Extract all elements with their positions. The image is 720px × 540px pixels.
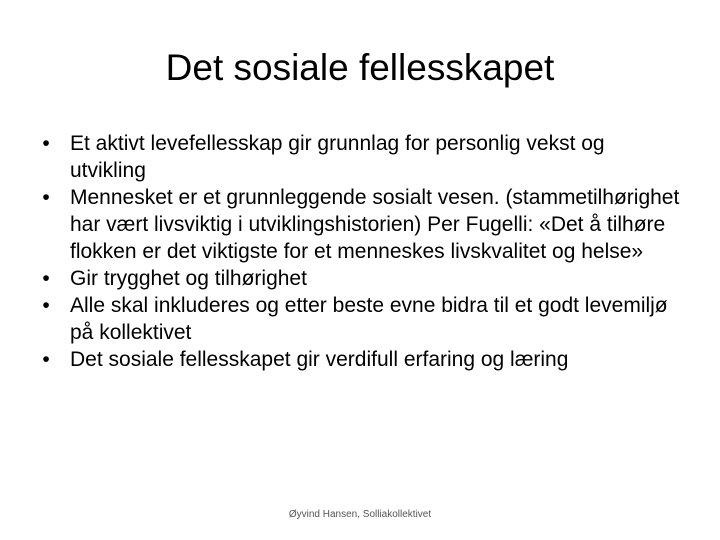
bullet-dot-icon: •: [42, 186, 50, 209]
bullet-dot-icon: •: [42, 267, 50, 290]
slide-title: Det sosiale fellesskapet: [165, 47, 555, 88]
bullet-item-3: [36, 265, 686, 292]
bullet-item-2: [36, 184, 686, 265]
bullet-list: [36, 130, 686, 373]
bullet-item-1: [36, 130, 686, 184]
bullet-item-5: [36, 346, 686, 373]
bullet-text: Alle skal inkluderes og etter beste evne bidra til et godt levemiljø på kollektivet: [70, 294, 668, 344]
bullet-dot-icon: •: [42, 294, 50, 317]
bullet-dot-icon: •: [42, 132, 50, 155]
slide-footer: Øyvind Hansen, Solliakollektivet: [288, 509, 432, 520]
bullet-text: Et aktivt levefellesskap gir grunnlag for personlig vekst og utvikling: [70, 132, 605, 182]
bullet-text: Mennesket er et grunnleggende sosialt vesen. (stammetilhørighet har vært livsviktig i utviklingshistorien) Per Fugelli: «Det å tilhøre flokken er det viktigste for et menneskes livskvalitet og helse»: [70, 186, 680, 263]
bullet-text: Det sosiale fellesskapet gir verdifull erfaring og læring: [70, 348, 569, 371]
bullet-text: Gir trygghet og tilhørighet: [70, 267, 307, 290]
bullet-dot-icon: •: [42, 348, 50, 371]
bullet-item-4: [36, 292, 686, 346]
